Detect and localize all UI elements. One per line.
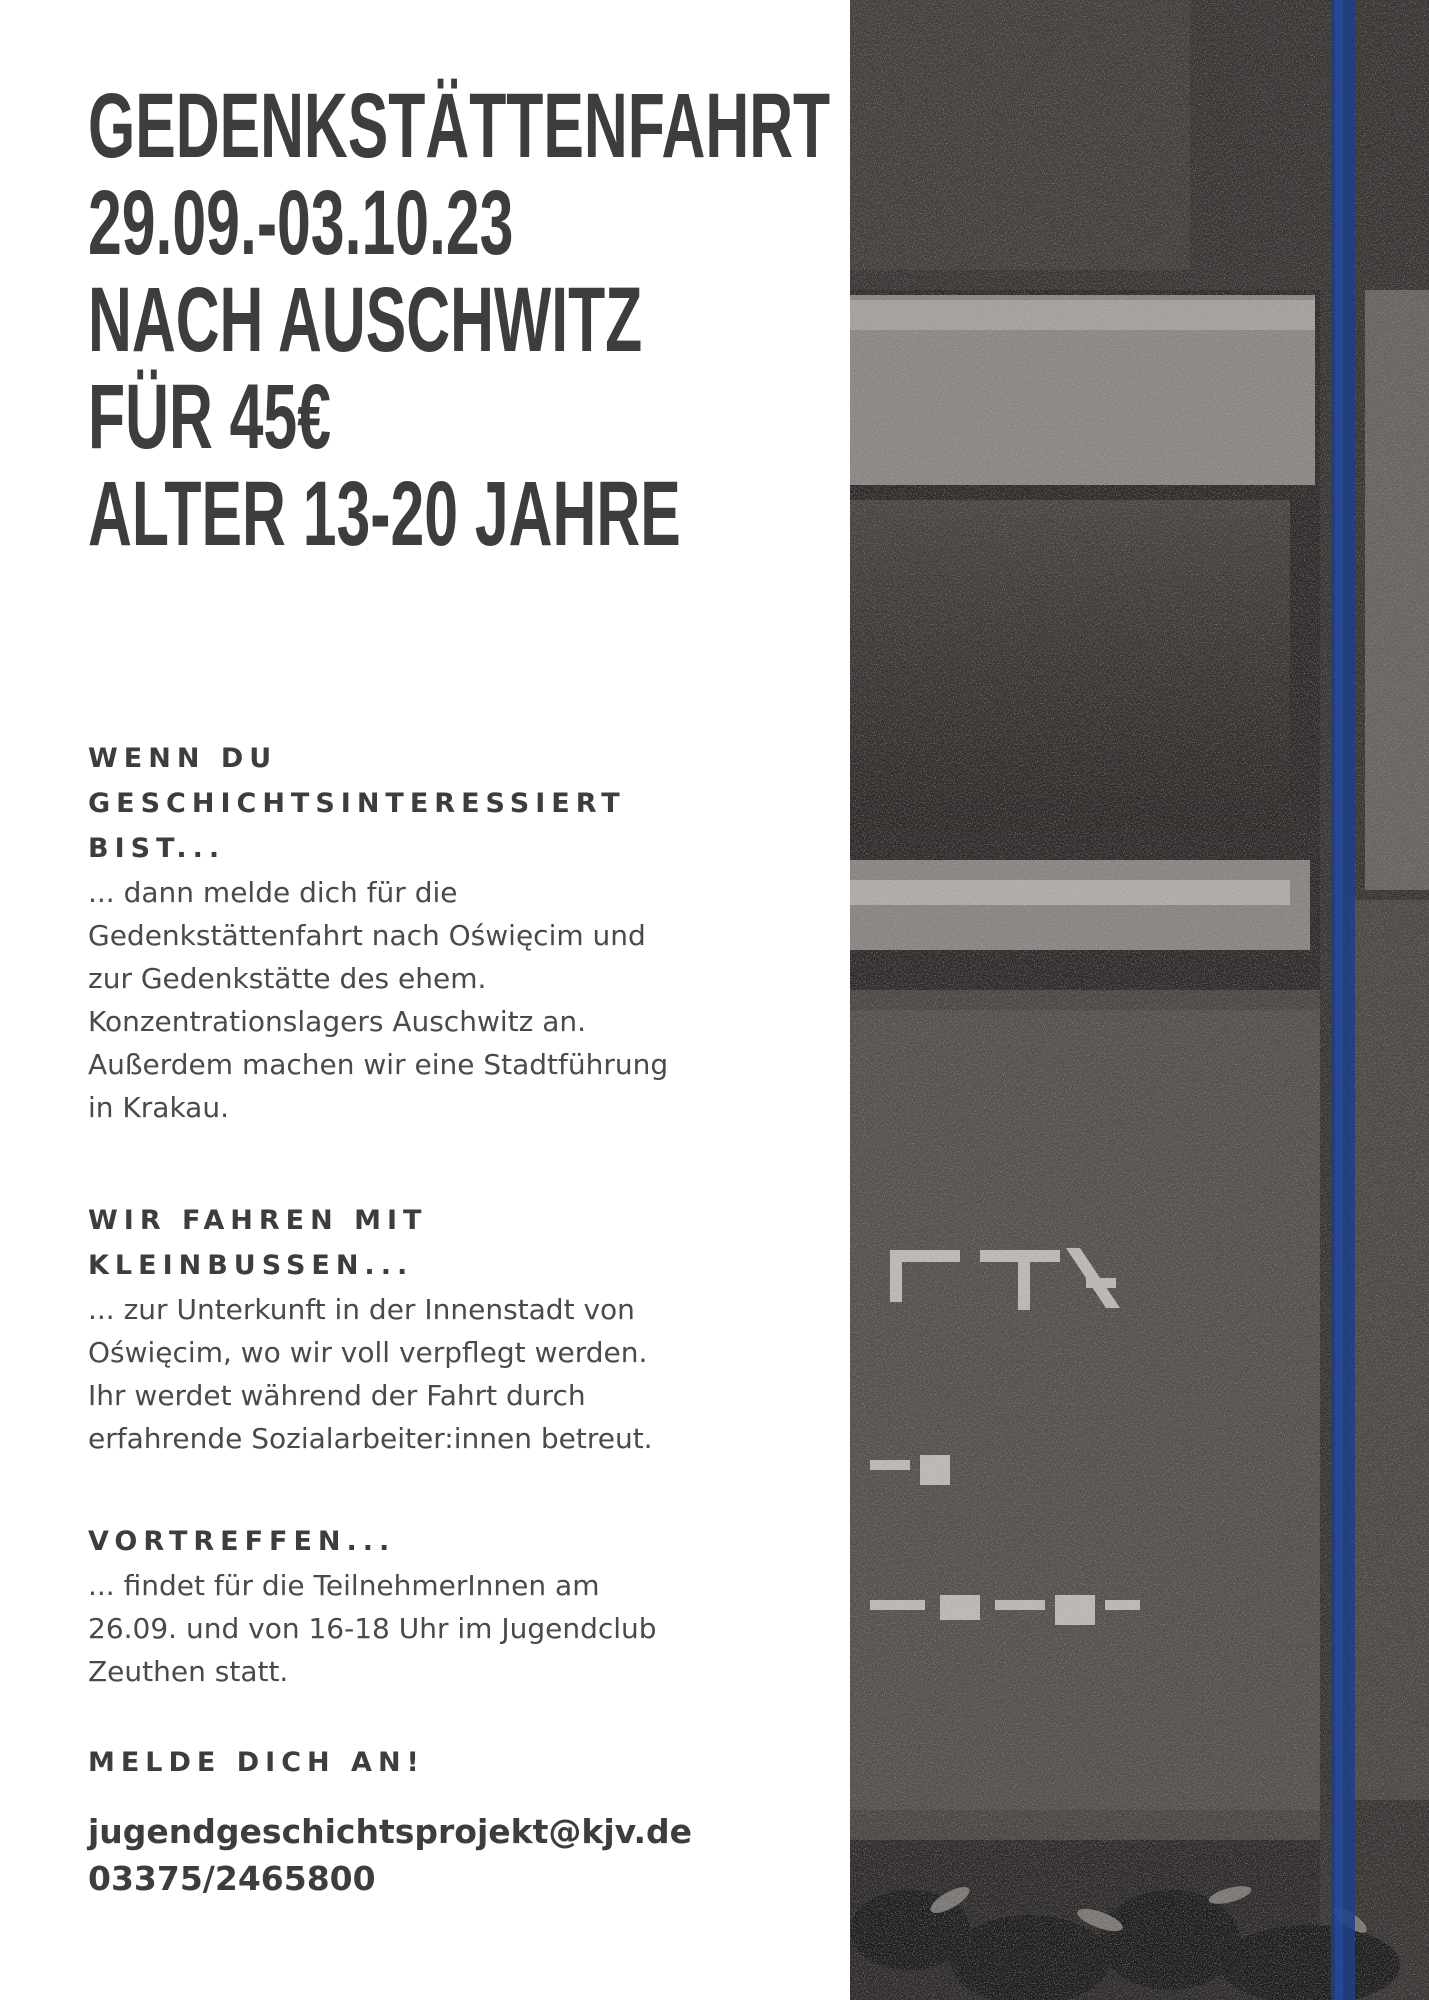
body-line: 26.09. und von 16-18 Uhr im Jugendclub: [88, 1612, 657, 1645]
section-heading: [88, 1198, 788, 1288]
section-heading: [88, 1519, 788, 1564]
body-line: erfahrende Sozialarbeiter:innen betreut.: [88, 1422, 653, 1455]
headline-line: 29.09.-03.10.23: [88, 172, 514, 274]
section-body: [88, 1288, 788, 1460]
body-line: in Krakau.: [88, 1091, 229, 1124]
contact-block: [88, 1808, 788, 1902]
heading-line: VORTREFFEN...: [88, 1526, 396, 1557]
contact-phone[interactable]: 03375/2465800: [88, 1859, 376, 1898]
body-line: ... zur Unterkunft in der Innenstadt von: [88, 1293, 635, 1326]
headline: [88, 75, 831, 565]
heading-line: MELDE DICH AN!: [88, 1747, 425, 1778]
body-line: Konzentrationslagers Auschwitz an.: [88, 1005, 587, 1038]
contact-email[interactable]: jugendgeschichtsprojekt@kjv.de: [88, 1812, 693, 1851]
body-line: Oświęcim, wo wir voll verpflegt werden.: [88, 1336, 648, 1369]
headline-line: NACH AUSCHWITZ: [88, 269, 643, 371]
body-line: zur Gedenkstätte des ehem.: [88, 962, 487, 995]
body-line: Ihr werdet während der Fahrt durch: [88, 1379, 586, 1412]
heading-line: BIST...: [88, 833, 226, 864]
section-signup: [88, 1740, 788, 1785]
section-body: [88, 871, 788, 1129]
section-interest: [88, 736, 788, 1129]
section-transport: [88, 1198, 788, 1460]
section-body: [88, 1564, 788, 1693]
section-heading: [88, 1740, 788, 1785]
section-meeting: [88, 1519, 788, 1693]
body-line: ... dann melde dich für die: [88, 876, 458, 909]
headline-line: ALTER 13-20 JAHRE: [88, 463, 681, 565]
body-line: Außerdem machen wir eine Stadtführung: [88, 1048, 669, 1081]
gravestone-photo: [850, 0, 1429, 2000]
headline-line: FÜR 45€: [88, 366, 331, 468]
heading-line: WIR FAHREN MIT: [88, 1205, 428, 1236]
section-heading: [88, 736, 788, 871]
headline-line: GEDENKSTÄTTENFAHRT: [88, 75, 831, 177]
body-line: ... findet für die TeilnehmerInnen am: [88, 1569, 600, 1602]
heading-line: KLEINBUSSEN...: [88, 1250, 414, 1281]
heading-line: GESCHICHTSINTERESSIERT: [88, 788, 626, 819]
body-line: Gedenkstättenfahrt nach Oświęcim und: [88, 919, 646, 952]
body-line: Zeuthen statt.: [88, 1655, 289, 1688]
heading-line: WENN DU: [88, 743, 278, 774]
